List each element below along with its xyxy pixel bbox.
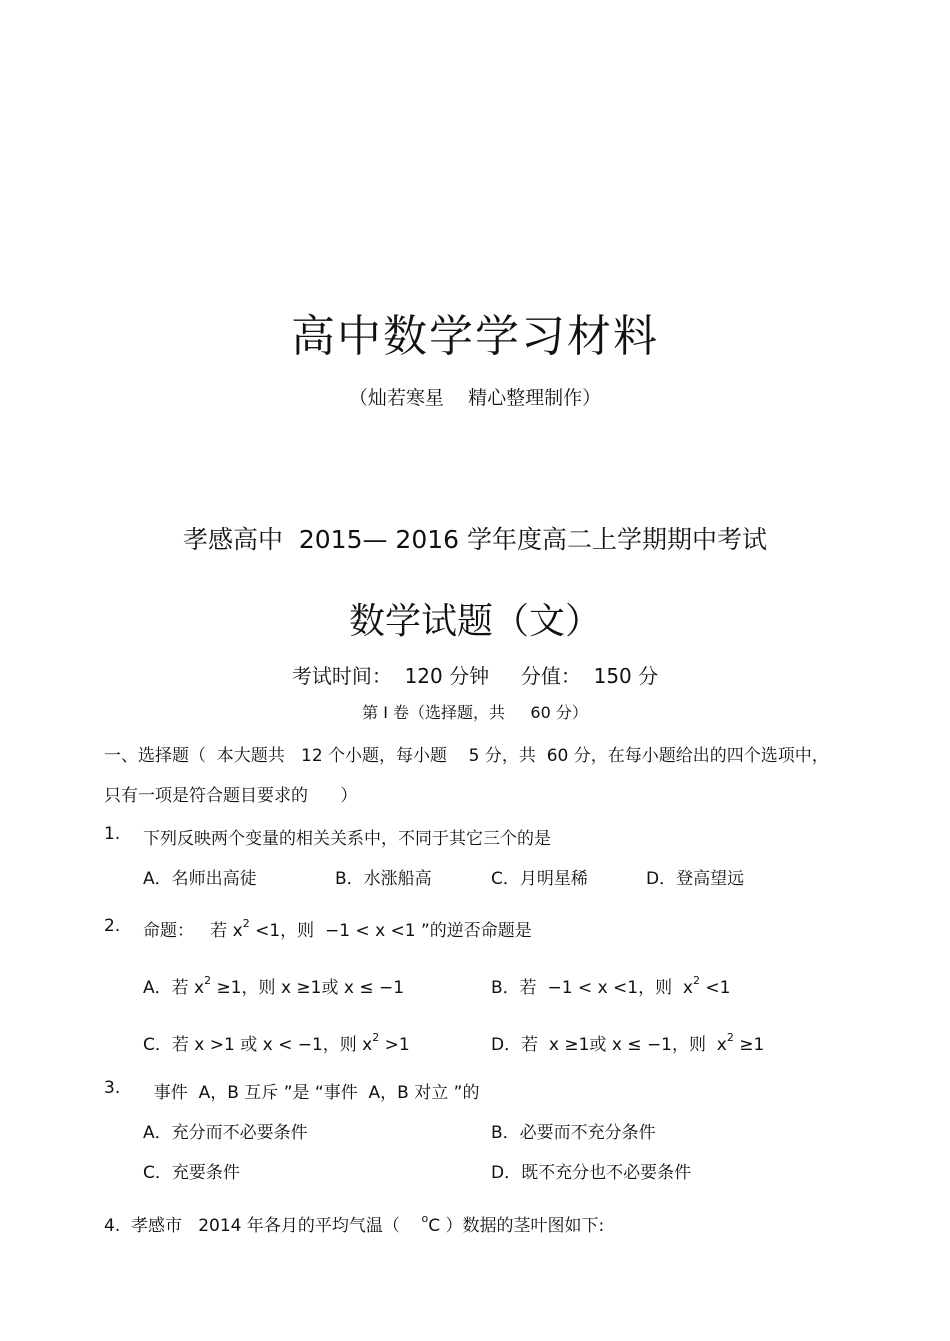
option-b: B．若 −1 < x <1，则 $x^2 <1$ xyxy=(491,974,731,998)
option-c: C．若 x >1 或 x < −1，则 $x^2 >1$ xyxy=(143,1031,410,1055)
question-stem: 下列反映两个变量的相关关系中，不同于其它三个的是 xyxy=(143,829,551,849)
question-number: 1. xyxy=(104,824,121,844)
question-stem: 事件 A，B 互斥 ”是 “事件 A，B 对立 ”的 xyxy=(143,1083,480,1103)
option-d: D．若 x ≥1或 x ≤ −1，则 $x^2 \ge 1$ xyxy=(491,1031,765,1055)
option-b: B．水涨船高 xyxy=(335,869,432,889)
exam-title: 数学试题（文） xyxy=(348,601,601,642)
question-stem: 命题： 若 $x^2 <1$，则 −1 < x <1 ”的逆否命题是 xyxy=(143,917,532,941)
section-intro-line1: 一、选择题（ 本大题共 12 个小题，每小题 5 分，共 60 分，在每小题给出的四个选项中， xyxy=(104,746,829,766)
section-intro-line2: 只有一项是符合题目要求的 ） xyxy=(104,786,358,806)
option-c: C．月明星稀 xyxy=(491,869,588,889)
option-d: D．登高望远 xyxy=(646,869,745,889)
subtitle: （灿若寒星 精心整理制作） xyxy=(348,387,602,409)
exam-header: 孝感高中 2015— 2016 学年度高二上学期期中考试 xyxy=(182,525,768,554)
option-a: A．若 $x^2 \ge 1$，则 x ≥1或 x ≤ −1 xyxy=(143,974,405,998)
part-label: 第 I 卷（选择题，共 60 分） xyxy=(362,703,588,722)
question-number: 3. xyxy=(104,1078,121,1098)
question-number: 2. xyxy=(104,916,121,936)
option-b: B．必要而不充分条件 xyxy=(491,1123,656,1143)
exam-meta: 考试时间： 120 分钟 分值： 150 分 xyxy=(291,664,659,688)
option-c: C．充要条件 xyxy=(143,1163,240,1183)
option-d: D．既不充分也不必要条件 xyxy=(491,1163,692,1183)
option-a: A．名师出高徒 xyxy=(143,869,257,889)
question-4: 4. 孝感市 2014 年各月的平均气温（ $^o$C ）数据的茎叶图如下: xyxy=(104,1212,605,1236)
main-title: 高中数学学习材料 xyxy=(291,311,659,362)
option-a: A．充分而不必要条件 xyxy=(143,1123,308,1143)
